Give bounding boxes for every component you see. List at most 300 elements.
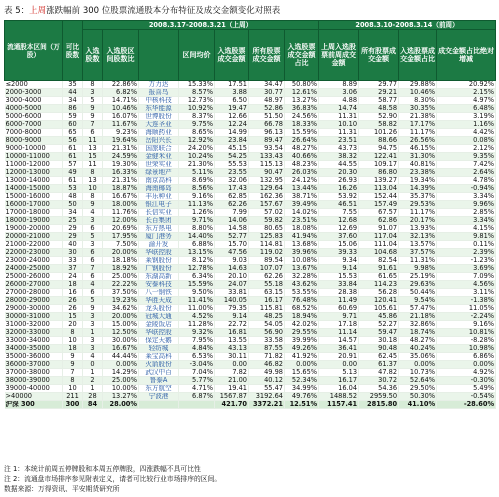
table-cell: 6 <box>83 249 103 257</box>
table-cell: 1.16% <box>437 121 496 129</box>
table-cell: 11.05% <box>437 305 496 313</box>
table-cell: 115.13 <box>249 161 285 169</box>
table-cell: 13 <box>83 177 103 185</box>
table-cell: 20.00% <box>103 313 139 321</box>
table-cell: -0.30% <box>437 377 496 385</box>
table-cell: 0.00 <box>215 361 249 369</box>
period-prev-week: 2008.3.10-2008.3.14（前周） <box>319 21 496 30</box>
table-cell: 115.81 <box>249 305 285 313</box>
table-cell: 3 <box>83 313 103 321</box>
table-cell: 107.07 <box>249 265 285 273</box>
table-cell: 36.41 <box>319 345 359 353</box>
table-cell: 东华能源 <box>139 105 179 113</box>
table-cell: 1 <box>83 385 103 393</box>
table-cell: 18.87% <box>103 185 139 193</box>
table-cell: 岳阳兴长 <box>139 137 179 145</box>
table-cell: 14.58 <box>215 225 249 233</box>
table-cell: 3000-4000 <box>5 97 63 105</box>
table-cell: 13.67% <box>285 265 319 273</box>
table-cell: 46.82 <box>249 361 285 369</box>
table-cell: 3 <box>83 345 103 353</box>
table-cell: 152.44 <box>359 193 399 201</box>
table-cell: 19.30% <box>103 161 139 169</box>
table-cell: 62.86 <box>359 217 399 225</box>
table-cell: 4000-5000 <box>5 105 63 113</box>
table-cell: 11.41% <box>179 297 215 305</box>
table-cell: 0 <box>83 361 103 369</box>
table-cell: 厦门港务 <box>139 233 179 241</box>
table-cell: 87.55 <box>249 345 285 353</box>
table-cell: 68.52% <box>285 305 319 313</box>
table-cell: 19.23% <box>103 297 139 305</box>
table-cell: 71.82 <box>249 353 285 361</box>
table-cell: 23.84 <box>215 137 249 145</box>
table-cell: 0.00% <box>103 361 139 369</box>
table-cell: 11.76% <box>103 209 139 217</box>
table-cell: 15 <box>83 153 103 161</box>
footnote-1: 注 1：本统计前周五停牌股和本周五停牌股，四涨跌幅不具可比性 <box>4 465 201 473</box>
table-cell: 33.84 <box>319 281 359 289</box>
table-body <box>5 81 496 409</box>
table-cell: 18.00% <box>103 201 139 209</box>
col-header-range: 流通股本区间（万股） <box>5 21 63 81</box>
table-cell: 18.94% <box>285 313 319 321</box>
table-cell: 11.17% <box>399 209 437 217</box>
col-header-ratio: 入选股区间股数比 <box>103 30 139 81</box>
table-cell: 34.99% <box>285 385 319 393</box>
table-cell: 89.54 <box>249 257 285 265</box>
table-cell: 16.26 <box>319 185 359 193</box>
table-cell: 52.77 <box>215 233 249 241</box>
table-cell: 50.80% <box>285 81 319 89</box>
table-cell: 18 <box>63 281 83 289</box>
table-cell: 9 <box>63 353 83 361</box>
table-cell: 16.17 <box>319 377 359 385</box>
table-cell: 10.08% <box>285 257 319 265</box>
table-cell: 31000-32000 <box>5 321 63 329</box>
table-cell: 2.85% <box>437 209 496 217</box>
table-cell: 65 <box>63 129 83 137</box>
table-cell: 22000-23000 <box>5 249 63 257</box>
table-cell: 32.06 <box>215 177 249 185</box>
table-cell: 银江电子 <box>139 201 179 209</box>
table-cell: 26.03% <box>285 169 319 177</box>
table-cell: 金健米业 <box>139 153 179 161</box>
table-cell: 10.73% <box>399 369 437 377</box>
table-cell: 49.26% <box>285 345 319 353</box>
table-cell: 54.05 <box>249 321 285 329</box>
table-cell: 8000-9000 <box>5 137 63 145</box>
table-cell: 40 <box>63 241 83 249</box>
table-cell: 24.56% <box>285 113 319 121</box>
table-cell: 79.35 <box>215 305 249 313</box>
table-cell: 3 <box>83 89 103 97</box>
table-cell: 东方热电 <box>139 225 179 233</box>
table-cell: 24 <box>63 273 83 281</box>
table-row <box>5 105 496 113</box>
table-cell: 63.15 <box>249 289 285 297</box>
table-cell: 60.69 <box>319 305 359 313</box>
table-cell: 27000-28000 <box>5 289 63 297</box>
table-cell: 长百集团 <box>139 217 179 225</box>
table-row <box>5 169 496 177</box>
table-cell: 绿景地产 <box>139 169 179 177</box>
table-cell: 21.30% <box>179 161 215 169</box>
table-cell: 0.00% <box>437 361 496 369</box>
table-cell: 48.23% <box>285 161 319 169</box>
table-cell: 16.07% <box>103 113 139 121</box>
table-cell: 94.75 <box>359 145 399 153</box>
table-cell: 51.50 <box>249 113 285 121</box>
table-cell: 沪深 300 <box>5 401 63 409</box>
table-cell: 23.55 <box>215 169 249 177</box>
table-cell: 60 <box>63 121 83 129</box>
table-cell: 13.55 <box>215 337 249 345</box>
table-row <box>5 369 496 377</box>
table-row <box>5 361 496 369</box>
table-cell: 20 <box>63 321 83 329</box>
table-cell: 59.82 <box>249 217 285 225</box>
table-cell: 20.10 <box>215 273 249 281</box>
table-cell: 9.50% <box>179 289 215 297</box>
table-cell: 13000-14000 <box>5 177 63 185</box>
table-cell: 48.97 <box>249 97 285 105</box>
table-cell: 9.14 <box>215 313 249 321</box>
table-cell: 30 <box>63 249 83 257</box>
table-cell: 6.48% <box>437 105 496 113</box>
table-cell: 9.14 <box>319 265 359 273</box>
table-cell: 29000-30000 <box>5 305 63 313</box>
table-cell: 31.30% <box>399 153 437 161</box>
table-cell: 10 <box>63 385 83 393</box>
table-cell: 万力达 <box>139 81 179 89</box>
table-row <box>5 233 496 241</box>
table-cell: 28 <box>83 393 103 401</box>
table-cell: 38000-39000 <box>5 377 63 385</box>
table-cell: 8.12% <box>179 257 215 265</box>
table-row <box>5 137 496 145</box>
table-cell: 56.28 <box>359 289 399 297</box>
table-cell: 12.00% <box>103 217 139 225</box>
table-cell: 7000-8000 <box>5 129 63 137</box>
table-cell: 93.54 <box>249 145 285 153</box>
table-cell: 39.33 <box>319 249 359 257</box>
table-cell: 32.86% <box>399 321 437 329</box>
table-cell: 13.57% <box>399 241 437 249</box>
table-cell: 八一钢铁 <box>139 289 179 297</box>
table-cell: 37 <box>63 265 83 273</box>
table-cell: 4 <box>83 209 103 217</box>
table-cell: 35.37% <box>399 193 437 201</box>
table-cell: 57 <box>63 161 83 169</box>
table-cell: 4 <box>83 353 103 361</box>
table-cell: 12.73% <box>179 97 215 105</box>
table-cell: 10.46% <box>103 105 139 113</box>
table-row <box>5 297 496 305</box>
table-cell: 28000-29000 <box>5 297 63 305</box>
table-row <box>5 377 496 385</box>
table-cell: 41.92% <box>285 353 319 361</box>
table-cell: 11.31% <box>399 257 437 265</box>
table-cell: 4.97% <box>437 97 496 105</box>
table-cell: 44 <box>63 89 83 97</box>
table-cell: 7.50% <box>103 241 139 249</box>
table-cell: 4.78% <box>437 177 496 185</box>
table-cell: 2 <box>83 377 103 385</box>
table-cell: 大连圣亚 <box>139 121 179 129</box>
table-cell: 武汉中百 <box>139 369 179 377</box>
table-cell: 6.50 <box>215 97 249 105</box>
col-header-avg: 区间均价 <box>179 30 215 81</box>
table-cell: 29.50% <box>399 385 437 393</box>
table-cell: 300 <box>63 401 83 409</box>
table-cell: 24.12% <box>285 177 319 185</box>
table-cell: 9 <box>83 201 103 209</box>
table-cell: 46.51 <box>319 201 359 209</box>
table-cell: 20.00% <box>103 249 139 257</box>
table-cell: 41.10% <box>399 401 437 409</box>
table-cell: 58.82 <box>359 121 399 129</box>
table-cell: 6.88% <box>179 241 215 249</box>
table-row <box>5 289 496 297</box>
table-cell: 7 <box>83 265 103 273</box>
table-row <box>5 353 496 361</box>
table-cell: 20.91 <box>319 353 359 361</box>
table-cell: 45.15 <box>215 145 249 153</box>
table-cell: 0.00 <box>319 361 359 369</box>
table-cell: 9.34 <box>319 257 359 265</box>
table-cell: 49 <box>63 169 83 177</box>
table-cell: 24.59% <box>103 153 139 161</box>
table-cell: 24.20% <box>179 145 215 153</box>
table-cell: 55.47 <box>249 385 285 393</box>
table-cell: -0.94% <box>437 185 496 193</box>
table-cell: 44.55 <box>319 161 359 169</box>
table-cell: 55.53 <box>215 161 249 169</box>
table-cell: 2.39% <box>437 249 496 257</box>
table-cell: 8 <box>63 329 83 337</box>
table-cell: 2959.50 <box>359 393 399 401</box>
table-cell: 18.08% <box>285 225 319 233</box>
table-cell: 8.37% <box>179 113 215 121</box>
table-row <box>5 393 496 401</box>
table-cell: 55.18 <box>249 281 285 289</box>
table-cell: 19.34% <box>399 177 437 185</box>
table-cell: 8.65% <box>179 129 215 137</box>
table-cell: 37.57% <box>399 249 437 257</box>
table-cell: 3.69% <box>437 265 496 273</box>
table-cell: 32000-33000 <box>5 329 63 337</box>
table-cell: 15.70 <box>215 241 249 249</box>
table-cell: -2.24% <box>437 313 496 321</box>
table-cell: 47.82 <box>359 369 399 377</box>
table-cell: 7 <box>63 369 83 377</box>
table-cell: 2.12% <box>437 145 496 153</box>
table-cell: 6 <box>83 257 103 265</box>
table-cell: 9.35% <box>437 153 496 161</box>
table-cell: 25.00% <box>103 377 139 385</box>
table-cell: 金陵饭店 <box>139 321 179 329</box>
table-cell: 36.83% <box>285 105 319 113</box>
table-cell: 18.33% <box>285 121 319 129</box>
table-cell: 40.12 <box>249 377 285 385</box>
table-cell: 9.23% <box>103 129 139 137</box>
table-cell: 61.37 <box>359 361 399 369</box>
table-cell: 114.23 <box>359 281 399 289</box>
table-cell: 48 <box>63 193 83 201</box>
table-cell: 3.19% <box>437 113 496 121</box>
table-cell: 59 <box>63 113 83 121</box>
table-cell: -1.38% <box>437 297 496 305</box>
table-cell: 117.04 <box>359 233 399 241</box>
table-cell: 16 <box>63 289 83 297</box>
table-cell: 66.78 <box>249 121 285 129</box>
table-cell: 14.99 <box>215 129 249 137</box>
table-cell: 海顺药业 <box>139 129 179 137</box>
table-cell: 25.00% <box>103 273 139 281</box>
table-cell: 9.71 <box>319 313 359 321</box>
table-cell: 13 <box>83 145 103 153</box>
table-cell: 9.98% <box>399 265 437 273</box>
table-row <box>5 185 496 193</box>
table-cell: 东湖高新 <box>139 273 179 281</box>
table-cell: 8.57% <box>179 89 215 97</box>
table-cell: 24.07 <box>215 281 249 289</box>
table-row <box>5 153 496 161</box>
table-cell: 11000-12000 <box>5 161 63 169</box>
table-cell: 17000-18000 <box>5 209 63 217</box>
table-cell: 30.35% <box>399 105 437 113</box>
table-cell: 30.00% <box>103 337 139 345</box>
table-cell: 140.05 <box>215 297 249 305</box>
table-cell: 109.17 <box>359 161 399 169</box>
table-cell: 33000-34000 <box>5 337 63 345</box>
table-row <box>5 385 496 393</box>
table-cell: 21.18% <box>399 313 437 321</box>
table-cell: 26000-27000 <box>5 281 63 289</box>
table-cell: 14.57 <box>319 337 359 345</box>
table-cell: 18 <box>63 345 83 353</box>
table-row <box>5 313 496 321</box>
table-cell: 30.11 <box>215 353 249 361</box>
table-cell: ≤2000 <box>5 81 63 89</box>
table-cell: 120.41 <box>359 297 399 305</box>
table-cell: 17.43 <box>215 185 249 193</box>
table-cell: 32.28% <box>285 273 319 281</box>
table-cell: 26 <box>63 297 83 305</box>
table-cell: 84 <box>83 401 103 409</box>
table-cell: 34.62% <box>103 305 139 313</box>
table-cell: 国旅联合 <box>139 145 179 153</box>
table-cell: 48.27% <box>285 145 319 153</box>
table-cell: 30.77 <box>249 89 285 97</box>
table-cell: 渝开发 <box>139 241 179 249</box>
table-row <box>5 121 496 129</box>
table-cell: 6 <box>83 225 103 233</box>
table-cell: 25.19% <box>399 273 437 281</box>
table-row <box>5 345 496 353</box>
table-cell: 4 <box>83 281 103 289</box>
table-cell: 52.90 <box>359 113 399 121</box>
table-cell: 33.58 <box>249 337 285 345</box>
table-cell: 28.38 <box>319 289 359 297</box>
table-row <box>5 281 496 289</box>
table-cell: 6 <box>83 289 103 297</box>
table-cell: 39.49% <box>285 201 319 209</box>
table-cell: 5.13 <box>319 369 359 377</box>
table-cell: 8 <box>83 193 103 201</box>
table-cell: 20.92% <box>437 81 496 89</box>
table-cell: 23.38% <box>399 169 437 177</box>
table-cell: 9.03 <box>215 257 249 265</box>
table-cell: 1.26% <box>179 209 215 217</box>
table-cell: 52.27 <box>359 321 399 329</box>
table-row <box>5 177 496 185</box>
table-cell: 139.27 <box>359 177 399 185</box>
table-cell: 华联控股 <box>139 249 179 257</box>
table-cell: 30000-31000 <box>5 313 63 321</box>
table-cell: 东方航空 <box>139 385 179 393</box>
table-cell: 9 <box>83 113 103 121</box>
table-cell: 16.17 <box>249 297 285 305</box>
table-row <box>5 329 496 337</box>
table-cell: 2.64% <box>437 169 496 177</box>
table-cell: 13.15% <box>179 249 215 257</box>
table-cell: 10.46% <box>399 89 437 97</box>
table-cell: 91.07 <box>359 225 399 233</box>
table-cell: 3.34% <box>437 193 496 201</box>
table-cell: 16.67% <box>103 193 139 201</box>
table-cell: 9000-10000 <box>5 145 63 153</box>
table-cell: 46.15% <box>399 145 437 153</box>
table-cell: 157.49 <box>359 201 399 209</box>
table-cell: 6.53% <box>179 353 215 361</box>
table-cell: 9.75% <box>179 121 215 129</box>
table-cell: 54.36 <box>359 385 399 393</box>
table-cell: 52.34% <box>285 377 319 385</box>
table-cell: 20000-21000 <box>5 233 63 241</box>
table-cell: 23.51% <box>285 217 319 225</box>
table-cell: 62.45 <box>359 353 399 361</box>
table-cell: 8 <box>63 377 83 385</box>
table-cell: 48.27% <box>399 337 437 345</box>
table-cell: 4.56% <box>437 281 496 289</box>
table-cell: 105.61 <box>359 305 399 313</box>
table-cell: 67.57 <box>359 209 399 217</box>
table-row <box>5 401 496 409</box>
table-cell: 21.38% <box>399 113 437 121</box>
table-cell: 7.82 <box>215 369 249 377</box>
table-cell: 21.00 <box>215 377 249 385</box>
table-cell: 76.48% <box>285 297 319 305</box>
table-cell: 45.86 <box>359 313 399 321</box>
table-cell: 30.18 <box>359 337 399 345</box>
table-cell: 10.92% <box>179 105 215 113</box>
table-cell: 9 <box>83 305 103 313</box>
table-cell: 5.49% <box>437 385 496 393</box>
table-cell: 20.30 <box>319 169 359 177</box>
table-cell: 11 <box>83 137 103 145</box>
table-cell: 90.48 <box>359 345 399 353</box>
table-cell: 南京高科 <box>139 177 179 185</box>
table-cell: 24000-25000 <box>5 265 63 273</box>
table-cell: 华联控股 <box>139 329 179 337</box>
table-cell: 28.00% <box>103 401 139 409</box>
table-cell: 1 <box>83 369 103 377</box>
table-cell: 57.02 <box>249 209 285 217</box>
table-cell: 33.81 <box>215 289 249 297</box>
table-cell: 0.11% <box>437 241 496 249</box>
